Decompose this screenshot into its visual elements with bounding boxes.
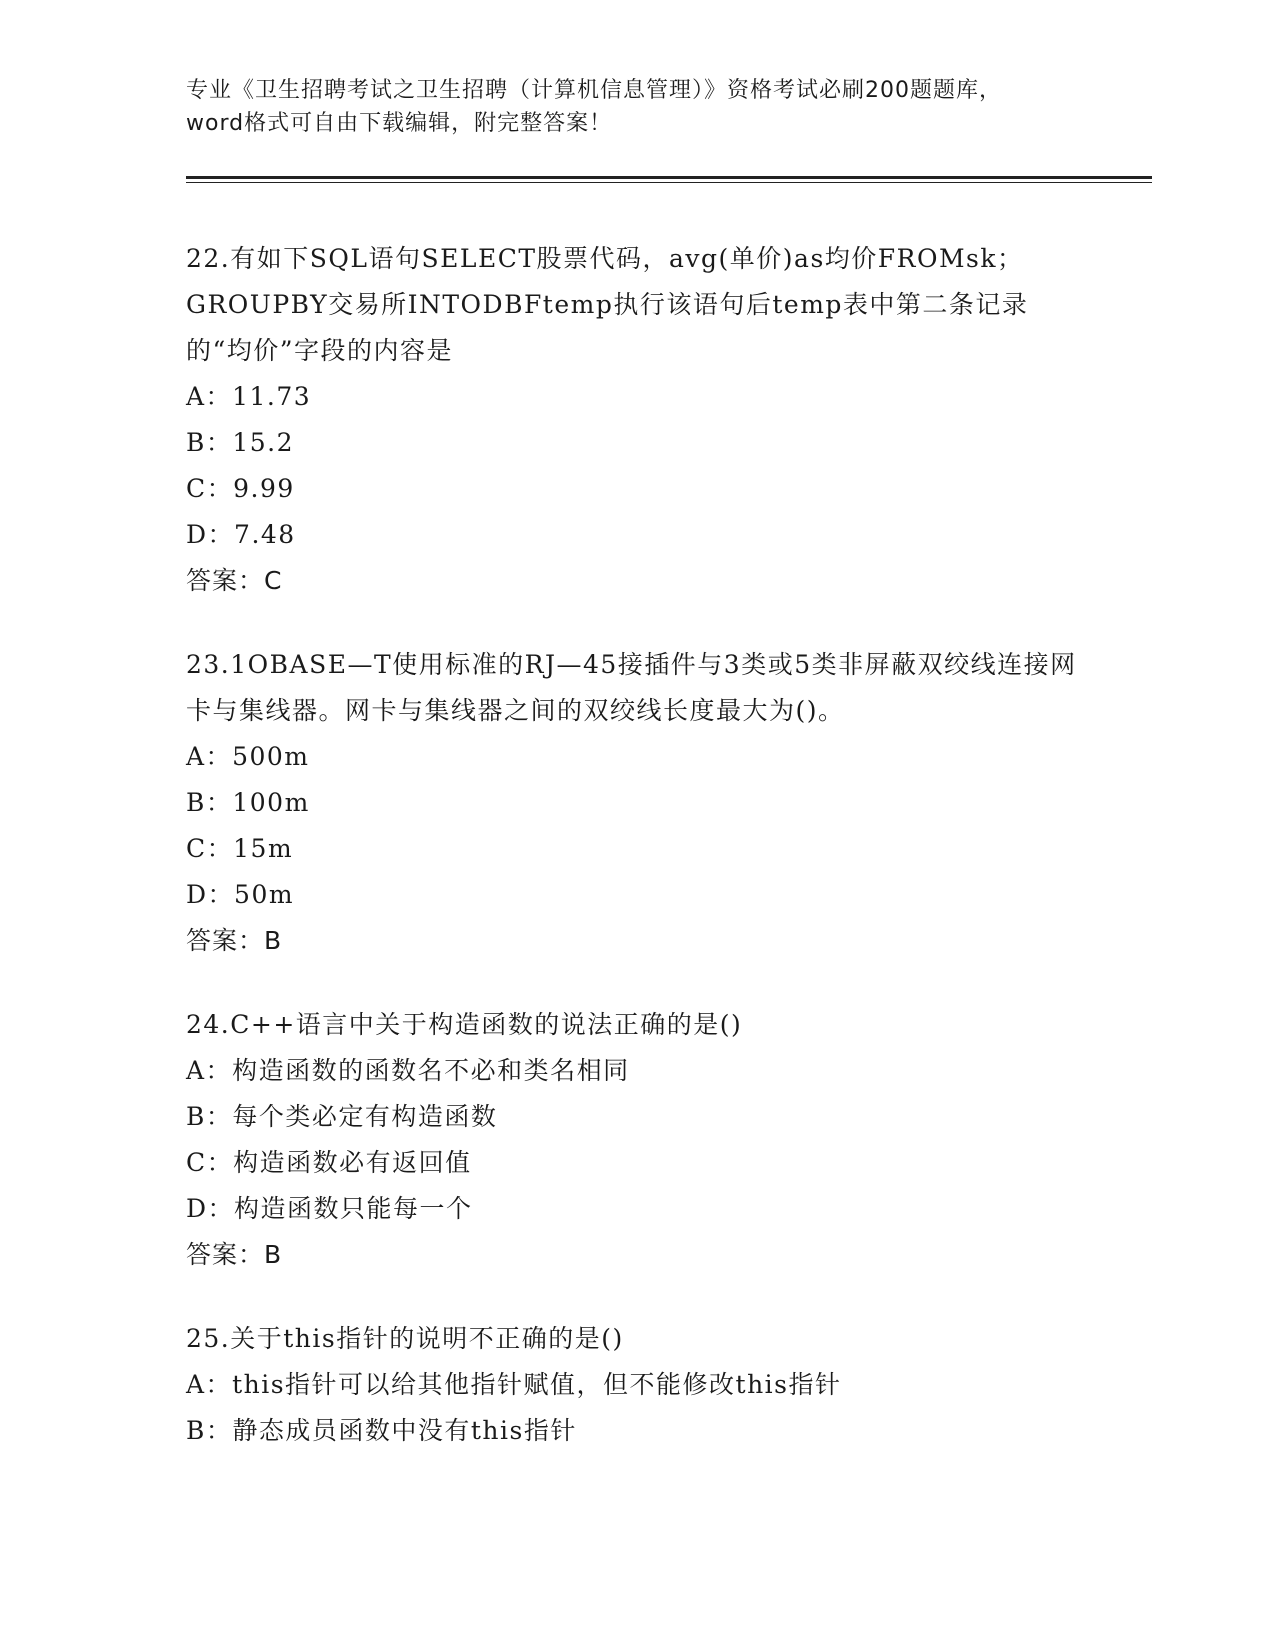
option-letter: D： [186,520,235,549]
option-letter: D： [186,1194,235,1223]
option-letter: C： [186,474,234,503]
header-divider-thick [186,176,1152,179]
option-a [186,1362,1086,1408]
option-b [186,1094,1086,1140]
option-text: 15m [233,834,294,863]
option-text: 每个类必定有构造函数 [232,1102,498,1131]
option-d [186,1186,1086,1232]
option-text: 构造函数的函数名不必和类名相同 [232,1056,630,1085]
option-text: 15.2 [232,428,295,457]
option-d [186,872,1086,918]
question-stem: 24.C++语言中关于构造函数的说法正确的是() [186,1010,743,1039]
question-stem: 25.关于this指针的说明不正确的是() [186,1324,624,1353]
option-a [186,374,1086,420]
option-c [186,1140,1086,1186]
question-25 [186,1316,1086,1454]
answer-line: 答案：B [186,1240,283,1269]
header-line-1: 专业《卫生招聘考试之卫生招聘（计算机信息管理）》资格考试必刷200题题库， [186,78,1002,103]
option-a [186,1048,1086,1094]
option-b [186,1408,1086,1454]
option-c [186,826,1086,872]
option-letter: A： [186,382,233,411]
question-23 [186,642,1086,964]
question-stem: 23.1OBASE—T使用标准的RJ—45接插件与3类或5类非屏蔽双绞线连接网卡与集线器。网卡与集线器之间的双绞线长度最大为()。 [186,650,1077,725]
answer-line: 答案：B [186,926,283,955]
header-line-2: word格式可自由下载编辑，附完整答案！ [186,111,613,136]
option-b [186,780,1086,826]
option-a [186,734,1086,780]
option-text: 9.99 [233,474,295,503]
option-text: 100m [232,788,310,817]
option-letter: C： [186,1148,234,1177]
option-letter: C： [186,834,234,863]
option-text: 50m [234,880,295,909]
option-letter: B： [186,428,233,457]
option-b [186,420,1086,466]
option-d [186,512,1086,558]
option-text: 11.73 [232,382,312,411]
option-letter: B： [186,1416,233,1445]
option-letter: B： [186,1102,233,1131]
option-letter: A： [186,1056,233,1085]
question-24 [186,1002,1086,1278]
option-text: 构造函数只能每一个 [234,1194,473,1223]
question-list [186,236,1086,1492]
option-text: 静态成员函数中没有this指针 [232,1416,577,1445]
option-letter: A： [186,742,233,771]
option-text: 构造函数必有返回值 [233,1148,472,1177]
header-divider-thin [186,182,1152,183]
option-letter: D： [186,880,235,909]
answer-line: 答案：C [186,566,283,595]
option-text: 500m [232,742,310,771]
option-letter: A： [186,1370,233,1399]
option-text: this指针可以给其他指针赋值，但不能修改this指针 [232,1370,842,1399]
option-text: 7.48 [234,520,296,549]
question-22 [186,236,1086,604]
option-letter: B： [186,788,233,817]
document-header [186,74,1086,140]
question-stem: 22.有如下SQL语句SELECT股票代码，avg(单价)as均价FROMsk；GROUPBY交易所INTODBFtemp执行该语句后temp表中第二条记录的“均价”字段的内容是 [186,244,1029,365]
option-c [186,466,1086,512]
